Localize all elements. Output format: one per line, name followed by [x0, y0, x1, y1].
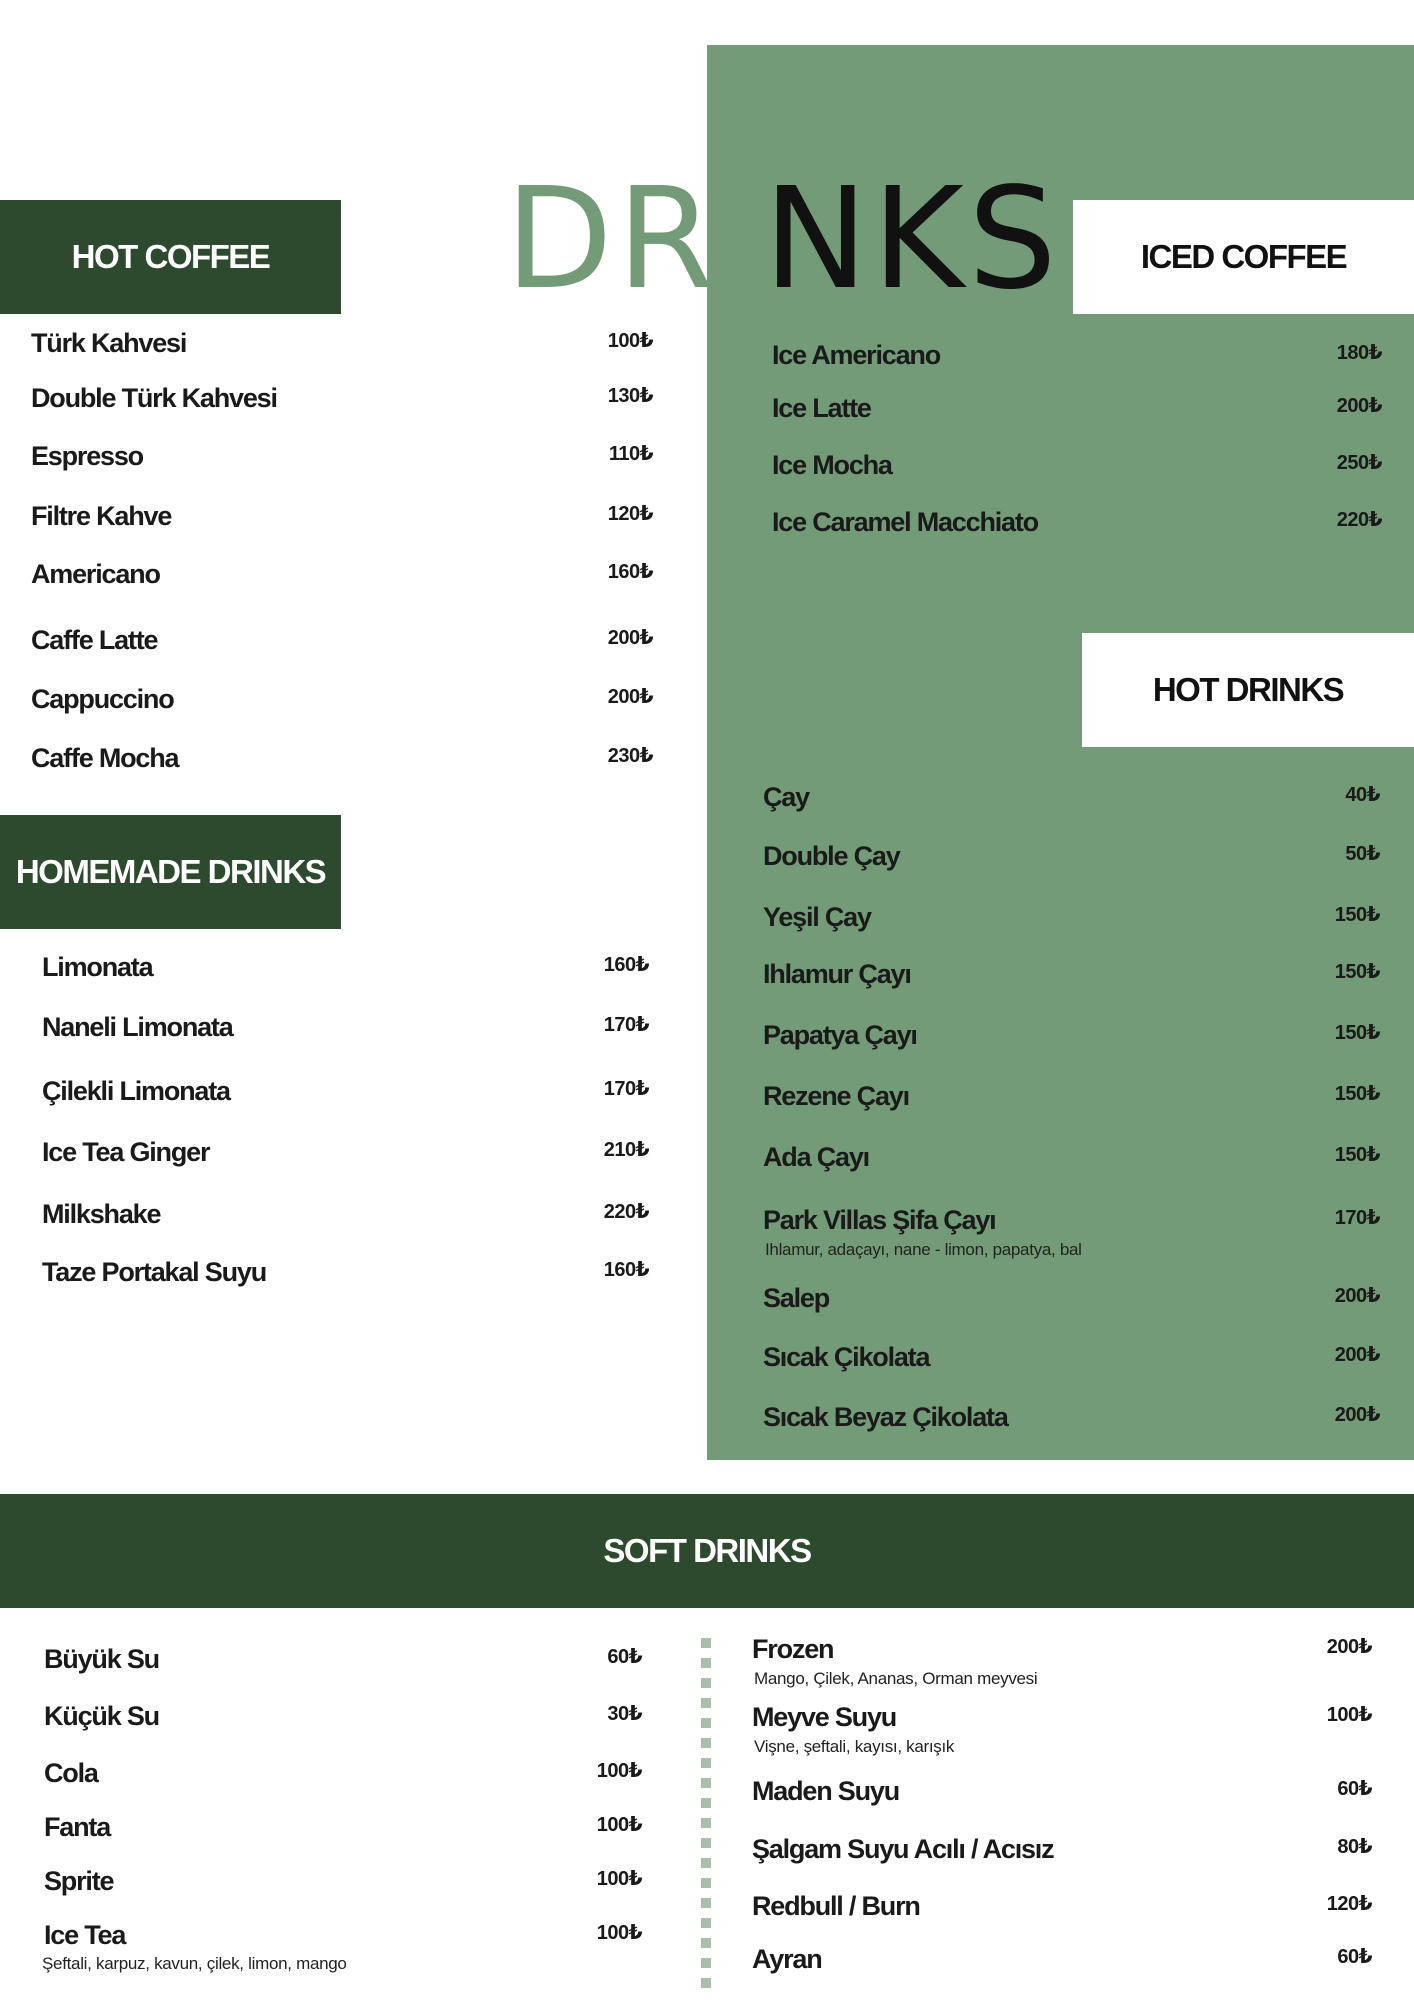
item-price: 200₺ [1334, 1344, 1380, 1366]
item-price: 160₺ [603, 1259, 649, 1281]
item-name: Limonata [42, 952, 153, 982]
item-price: 120₺ [607, 503, 653, 525]
item-price: 160₺ [603, 954, 649, 976]
item-name: Papatya Çayı [763, 1020, 917, 1050]
page-title [505, 158, 1061, 321]
item-name: Double Çay [763, 841, 900, 871]
item-name: Ada Çayı [763, 1142, 869, 1172]
item-price: 60₺ [607, 1646, 642, 1668]
item-name: Meyve Suyu [752, 1702, 897, 1732]
hot-coffee-menu [31, 328, 653, 788]
item-description: Mango, Çilek, Ananas, Orman meyvesi [754, 1669, 1038, 1688]
item-name: Cola [44, 1758, 98, 1788]
item-name: Ice Caramel Macchiato [772, 507, 1038, 537]
item-price: 150₺ [1334, 1083, 1380, 1105]
item-name: Rezene Çayı [763, 1081, 909, 1111]
item-name: Naneli Limonata [42, 1012, 233, 1042]
item-name: Sprite [44, 1866, 114, 1896]
item-price: 130₺ [607, 385, 653, 407]
item-name: Ice Americano [772, 340, 940, 370]
item-price: 160₺ [607, 561, 653, 583]
item-price: 150₺ [1334, 904, 1380, 926]
item-name: Cappuccino [31, 684, 174, 714]
title-part-dark: NKS [763, 158, 1061, 321]
item-name: Ayran [752, 1944, 822, 1974]
iced-coffee-menu [772, 340, 1382, 550]
homemade-menu [42, 952, 649, 1302]
item-name: Frozen [752, 1634, 834, 1664]
item-name: Şalgam Suyu Acılı / Acısız [752, 1834, 1054, 1864]
hot-coffee-label: HOT COFFEE [0, 200, 341, 314]
item-price: 220₺ [1336, 509, 1382, 531]
item-name: Ice Tea Ginger [42, 1137, 210, 1167]
item-name: Milkshake [42, 1199, 161, 1229]
item-name: Ihlamur Çayı [763, 959, 911, 989]
item-name: Ice Tea [44, 1920, 126, 1950]
item-price: 60₺ [1337, 1778, 1372, 1800]
item-price: 250₺ [1336, 452, 1382, 474]
item-price: 200₺ [1326, 1636, 1372, 1658]
item-price: 170₺ [603, 1078, 649, 1100]
item-price: 60₺ [1337, 1946, 1372, 1968]
item-name: Park Villas Şifa Çayı [763, 1205, 996, 1235]
item-price: 170₺ [603, 1014, 649, 1036]
item-name: Americano [31, 559, 160, 589]
item-price: 200₺ [607, 686, 653, 708]
item-price: 110₺ [608, 443, 653, 465]
item-price: 30₺ [607, 1703, 642, 1725]
hot-drinks-label: HOT DRINKS [1082, 633, 1414, 747]
soft-drinks-right-menu [752, 1634, 1372, 1994]
item-price: 210₺ [603, 1139, 649, 1161]
item-name: Espresso [31, 441, 143, 471]
item-name: Çay [763, 782, 809, 812]
item-name: Büyük Su [44, 1644, 159, 1674]
item-price: 100₺ [607, 330, 653, 352]
item-price: 100₺ [596, 1922, 642, 1944]
item-price: 100₺ [596, 1760, 642, 1782]
item-price: 170₺ [1334, 1207, 1380, 1229]
soft-drinks-label: SOFT DRINKS [0, 1494, 1414, 1608]
item-name: Caffe Mocha [31, 743, 179, 773]
item-name: Fanta [44, 1812, 111, 1842]
item-name: Ice Mocha [772, 450, 892, 480]
item-name: Salep [763, 1283, 830, 1313]
item-price: 120₺ [1326, 1893, 1372, 1915]
hot-drinks-menu [763, 782, 1380, 1442]
item-name: Double Türk Kahvesi [31, 383, 277, 413]
item-name: Caffe Latte [31, 625, 158, 655]
item-description: Vişne, şeftali, kayısı, karışık [754, 1737, 955, 1756]
item-price: 100₺ [1326, 1704, 1372, 1726]
column-divider [701, 1638, 711, 1993]
item-price: 80₺ [1337, 1836, 1372, 1858]
item-name: Ice Latte [772, 393, 871, 423]
iced-coffee-label: ICED COFFEE [1073, 200, 1414, 314]
item-name: Filtre Kahve [31, 501, 172, 531]
item-price: 200₺ [1334, 1285, 1380, 1307]
item-price: 150₺ [1334, 961, 1380, 983]
item-name: Redbull / Burn [752, 1891, 920, 1921]
item-price: 200₺ [607, 627, 653, 649]
item-price: 220₺ [603, 1201, 649, 1223]
item-price: 40₺ [1345, 784, 1380, 806]
item-name: Taze Portakal Suyu [42, 1257, 266, 1287]
item-name: Yeşil Çay [763, 902, 871, 932]
item-price: 230₺ [607, 745, 653, 767]
item-price: 200₺ [1334, 1404, 1380, 1426]
item-description: Şeftali, karpuz, kavun, çilek, limon, mango [42, 1954, 347, 1973]
item-price: 50₺ [1345, 843, 1380, 865]
item-price: 100₺ [596, 1814, 642, 1836]
soft-drinks-left-menu [44, 1644, 642, 1984]
item-description: Ihlamur, adaçayı, nane - limon, papatya, bal [765, 1240, 1082, 1259]
item-price: 150₺ [1334, 1144, 1380, 1166]
item-price: 180₺ [1336, 342, 1382, 364]
item-name: Türk Kahvesi [31, 328, 187, 358]
item-name: Küçük Su [44, 1701, 159, 1731]
item-name: Sıcak Çikolata [763, 1342, 930, 1372]
homemade-drinks-label: HOMEMADE DRINKS [0, 815, 341, 929]
item-price: 100₺ [596, 1868, 642, 1890]
title-part-light: DRI [505, 158, 764, 321]
item-price: 200₺ [1336, 395, 1382, 417]
item-name: Sıcak Beyaz Çikolata [763, 1402, 1008, 1432]
item-name: Çilekli Limonata [42, 1076, 230, 1106]
item-price: 150₺ [1334, 1022, 1380, 1044]
item-name: Maden Suyu [752, 1776, 900, 1806]
